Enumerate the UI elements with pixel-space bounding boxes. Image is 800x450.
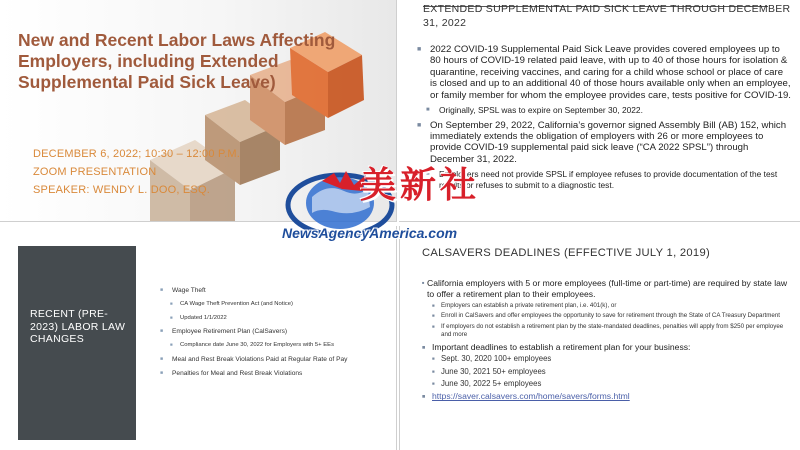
sub-list-item: ■ Compliance date June 30, 2022 for Employers with 5+ EEs: [160, 341, 390, 350]
list-item: ■ Penalties for Meal and Rest Break Violations: [160, 369, 390, 378]
intro-paragraph: ■ California employers with 5 or more employees (full-time or part-time) are required by state law to offer a retirement plan to their employees.: [422, 278, 792, 300]
chinese-wordmark: 美新社: [360, 164, 481, 206]
presentation-format: ZOOM PRESENTATION: [33, 166, 157, 178]
sub-bullet-item: ■ Employers need not provide SPSL if employee refuses to provide documentation of the test results or refuses to submit to a diagnostic test.: [417, 169, 791, 190]
sub-bullet-item: ■ Enroll in CalSavers and offer employees the opportunity to save for retirement through the State of CA Treasury Department: [422, 312, 792, 321]
calsavers-link-item: [422, 391, 792, 402]
list-item: ■ Meal and Rest Break Violations Paid at Regular Rate of Pay: [160, 355, 390, 364]
bullet-item: ■ 2022 COVID-19 Supplemental Paid Sick Leave provides covered employees up to 80 hours of COVID-19 related paid leave, with up to 40 of those hours for isolation & quarantine, receiving vaccines, and caring for a child whose school or place of care is closed and up to an additional 40 of those hours available only when an employee, or family member for whom the employee provides care, tests positive for COVID-19.: [417, 44, 791, 101]
list-item: ■ Wage Theft: [160, 286, 390, 295]
list-item: ■ Employee Retirement Plan (CalSavers): [160, 327, 390, 336]
slide-4-calsavers[interactable]: [399, 226, 800, 450]
news-agency-watermark: [282, 155, 512, 247]
presentation-date: DECEMBER 6, 2022; 10:30 – 12:00 P.M.: [33, 148, 240, 160]
slide-3-heading: RECENT (PRE-2023) LABOR LAW CHANGES: [30, 308, 126, 345]
deadlines-heading: ■ Important deadlines to establish a retirement plan for your business:: [422, 342, 792, 353]
sub-bullet-item: ■ Originally, SPSL was to expire on September 30, 2022.: [417, 105, 791, 116]
changes-list: [160, 286, 390, 383]
deadline-item: ■ June 30, 2021 50+ employees: [422, 367, 792, 377]
calsavers-forms-link[interactable]: https://saver.calsavers.com/home/savers/forms.html: [432, 391, 630, 402]
slide-1-heading: New and Recent Labor Laws Affecting Employers, including Extended Supplemental Paid Sick Leave): [18, 30, 336, 92]
sub-bullet-item: ■ If employers do not establish a retirement plan by the state-mandated deadlines, penalties will apply from $250 per employee and more: [422, 323, 792, 340]
site-wordmark: NewsAgencyAmerica.com: [282, 225, 458, 241]
sub-bullet-item: ■ Employers can establish a private retirement plan, i.e. 401(k), or: [422, 302, 792, 311]
slide-2-heading: EXTENDED SUPPLEMENTAL PAID SICK LEAVE THROUGH DECEMBER 31, 2022: [423, 3, 791, 29]
bullet-item: ■ On September 29, 2022, California’s governor signed Assembly Bill (AB) 152, which immediately extends the obligation of employers with 26 or more employees to provide COVID-19 supplemental paid sick leave (“CA 2022 SPSL”) through December 31, 2022.: [417, 120, 791, 166]
sub-list-item: ■ CA Wage Theft Prevention Act (and Notice): [160, 300, 390, 309]
sub-list-item: ■ Updated 1/1/2022: [160, 314, 390, 323]
slide-4-heading: CALSAVERS DEADLINES (EFFECTIVE JULY 1, 2019): [422, 247, 711, 259]
slide-3-recent-changes[interactable]: [0, 226, 397, 450]
presentation-speaker: SPEAKER: WENDY L. DOO, ESQ.: [33, 184, 210, 196]
deadline-item: ■ June 30, 2022 5+ employees: [422, 379, 792, 389]
deadline-item: ■ Sept. 30, 2020 100+ employees: [422, 354, 792, 364]
calsavers-body: [422, 278, 792, 404]
